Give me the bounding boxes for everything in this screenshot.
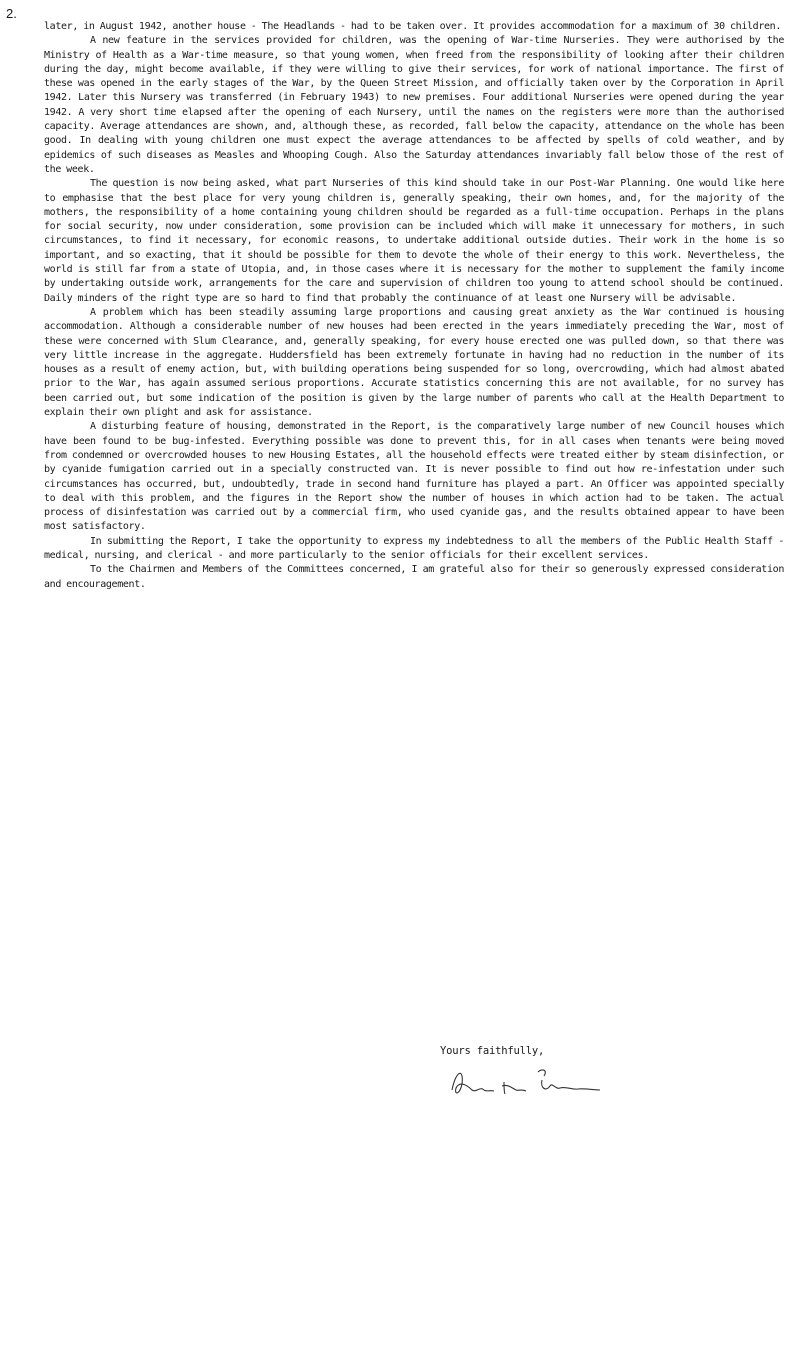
page-number: 2. xyxy=(6,6,17,21)
report-body xyxy=(44,20,784,592)
paragraph-war-time-nurseries: A new feature in the services provided for children, was the opening of War-time Nurseries. They were authorised by the Ministry of Health as a War-time measure, so that young women, when freed from the responsibility of looking after their children during the day, might become available, if they were willing to give their services, for work of national importance. The first of these was opened in the early stages of the War, by the Queen Street Mission, and officially taken over by the Corporation in April 1942. Later this Nursery was transferred (in February 1943) to new premises. Four additional Nurseries were opened during the year 1942. A very short time elapsed after the opening of each Nursery, until the names on the registers were more than the authorised capacity. Average attendances are shown, and, although these, as recorded, fall below the capacity, attendance on the whole has been good. In dealing with young children one must expect the average attendances to be affected by spells of cold weather, and by epidemics of such diseases as Measles and Whooping Cough. Also the Saturday attendances invariably fall below those of the rest of the week. xyxy=(44,35,784,175)
paragraph-bug-infestation: A disturbing feature of housing, demonstrated in the Report, is the comparatively large number of new Council houses which have been found to be bug-infested. Everything possible was done to prevent this, for in all cases when tenants were being moved from condemned or overcrowded houses to new Housing Estates, all the household effects were treated either by steam disinfection, or by cyanide fumigation carried out in a specially constructed van. It is never possible to find out how re-infestation under such circumstances has occurred, but, undoubtedly, trade in second hand furniture has played a part. An Officer was appointed specially to deal with this problem, and the figures in the Report show the number of houses in which action had to be taken. The actual process of disinfestation was carried out by a commercial firm, who used cyanide gas, and the results obtained appear to have been most satisfactory. xyxy=(44,421,784,533)
signature-drawing xyxy=(446,1060,606,1104)
paragraph-housing-accommodation: A problem which has been steadily assuming large proportions and causing great anxiety as the War continued is housing accommodation. Although a considerable number of new houses had been erected in the years immediately preceding the War, most of these were concerned with Slum Clearance, and, generally speaking, for every house erected one was pulled down, so that there was very little increase in the aggregate. Huddersfield has been extremely fortunate in having had no reduction in the number of its houses as a result of enemy action, but, with building operations being suspended for so long, overcrowding, which had almost abated prior to the War, has again assumed serious proportions. Accurate statistics concerning this are not available, for no survey has been carried out, but some indication of the position is given by the large number of parents who call at the Health Department to explain their own plight and ask for assistance. xyxy=(44,306,784,419)
handwritten-signature xyxy=(446,1060,606,1104)
paragraph-committee-thanks: To the Chairmen and Members of the Committees concerned, I am grateful also for their so generously expressed consideration and encouragement. xyxy=(44,564,784,590)
paragraph-staff-thanks: In submitting the Report, I take the opportunity to express my indebtedness to all the members of the Public Health Staff - medical, nursing, and clerical - and more particularly to the senior officials for their excellent services. xyxy=(44,535,784,561)
closing-salutation: Yours faithfully, xyxy=(440,1045,545,1057)
paragraph-headlands: later, in August 1942, another house - The Headlands - had to be taken over. It provides accommodation for a maximum of 30 children. xyxy=(44,21,782,32)
paragraph-post-war-planning: The question is now being asked, what part Nurseries of this kind should take in our Post-War Planning. One would like here to emphasise that the best place for very young children is, generally speaking, their own homes, and, for the majority of the mothers, the responsibility of a home containing young children should be regarded as a full-time occupation. Perhaps in the plans for social security, now under consideration, some provision can be included which will make it unnecessary for mothers, in such circumstances, to find it necessary, for economic reasons, to undertake additional outside duties. Their work in the home is so important, and so exacting, that it should be possible for them to devote the whole of their energy to this work. Nevertheless, the world is still far from a state of Utopia, and, in those cases where it is necessary for the mother to supplement the family income by undertaking outside work, arrangements for the care and supervision of children too young to attend school should be continued. Daily minders of the right type are so hard to find that probably the continuance of at least one Nursery will be advisable. xyxy=(44,178,784,304)
